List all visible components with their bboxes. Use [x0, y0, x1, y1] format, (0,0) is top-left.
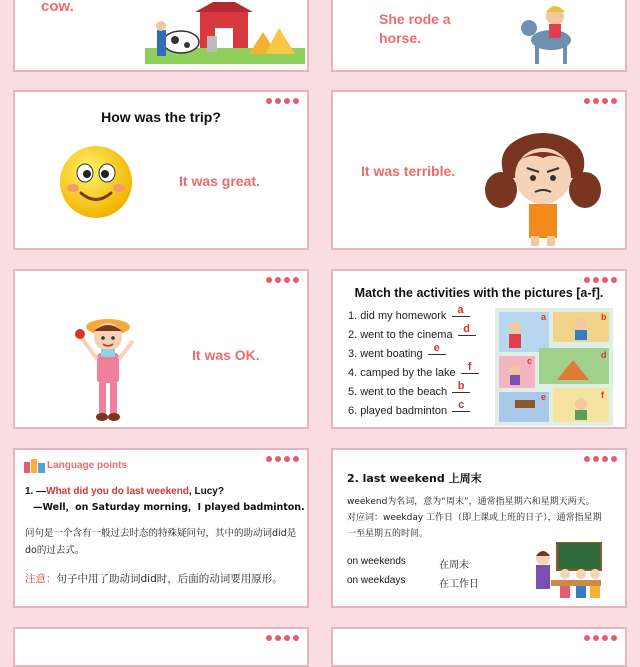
match-label: 6. played badminton	[348, 405, 448, 417]
match-answer[interactable]: a	[452, 304, 470, 317]
phrase-cn: 在周末	[439, 560, 469, 571]
slide-text-line2: horse.	[379, 30, 422, 46]
slide-great[interactable]	[13, 90, 309, 250]
svg-text:d: d	[601, 350, 607, 360]
svg-text:c: c	[527, 356, 533, 366]
question-highlight: What did you do last weekend	[46, 486, 189, 497]
note-line-1: 问句是一个含有一般过去时态的特殊疑问句，其中的助动词did是	[25, 528, 297, 539]
match-label: 2. went to the cinema	[348, 329, 453, 341]
match-item	[348, 380, 470, 399]
slide-title: Match the activities with the pictures [a-f].	[354, 286, 604, 300]
slide-cow[interactable]	[13, 0, 309, 72]
slide-text: It was terrible.	[361, 163, 456, 179]
slide-horse[interactable]	[331, 0, 627, 72]
slide-language-points[interactable]	[13, 448, 309, 608]
match-answer[interactable]: b	[452, 380, 470, 393]
note-line-2: do的过去式。	[25, 545, 85, 556]
slide-text: It was great.	[179, 173, 260, 189]
slide-text: It was OK.	[192, 347, 260, 363]
section-header: Language points	[47, 460, 127, 471]
explain-line-2: 对应词：weekday 工作日（即上课或上班的日子），通常指星期	[347, 513, 602, 523]
decor-dots	[584, 635, 617, 641]
decor-dots	[266, 98, 299, 104]
angry-girl-illustration	[485, 128, 601, 246]
match-answer[interactable]: f	[461, 361, 479, 374]
match-label: 1. did my homework	[348, 310, 447, 322]
decor-dots	[584, 98, 617, 104]
match-answer[interactable]: e	[428, 342, 446, 355]
decor-dots	[584, 277, 617, 283]
attention-label: 注意：	[25, 573, 57, 585]
phrase-cn: 在工作日	[439, 579, 479, 590]
decor-dots	[266, 635, 299, 641]
slide-text: cow.	[41, 0, 74, 15]
slide-match-activities[interactable]	[331, 269, 627, 429]
slide-ok[interactable]	[13, 269, 309, 429]
svg-text:a: a	[541, 312, 547, 322]
match-item	[348, 304, 470, 323]
explain-line-1: weekend为名词，意为“周末”，通常指星期六和星期天两天。	[347, 497, 595, 507]
question-suffix: , Lucy?	[188, 486, 224, 497]
slide-next-right[interactable]	[331, 627, 627, 667]
smiley-face-icon	[58, 144, 134, 220]
decor-dots	[266, 456, 299, 462]
activities-picture	[495, 308, 613, 426]
match-answer[interactable]: c	[452, 399, 470, 412]
svg-text:b: b	[601, 312, 607, 322]
match-item	[348, 361, 479, 380]
decor-dots	[584, 456, 617, 462]
slide-title: 2. last weekend 上周末	[347, 472, 482, 485]
slide-text-line1: She rode a	[379, 11, 451, 27]
attention-line	[25, 571, 283, 586]
svg-text:e: e	[541, 392, 547, 402]
slide-next-left[interactable]	[13, 627, 309, 667]
svg-text:f: f	[601, 390, 604, 400]
slide-last-weekend[interactable]	[331, 448, 627, 608]
phrase-en: on weekdays	[347, 575, 406, 586]
match-item	[348, 323, 476, 342]
slide-title: How was the trip?	[101, 109, 221, 125]
girl-apple-illustration	[73, 307, 143, 425]
attention-text: 句子中用了助动词did时，后面的动词要用原形。	[56, 573, 283, 585]
farm-illustration	[145, 2, 305, 64]
match-label: 4. camped by the lake	[348, 367, 456, 379]
question-prefix: 1. —	[25, 486, 47, 497]
decor-dots	[266, 277, 299, 283]
girl-horse-illustration	[513, 0, 593, 68]
answer-line: —Well，on Saturday morning，I played badminton.	[33, 502, 305, 513]
match-label: 3. went boating	[348, 348, 423, 360]
match-answer[interactable]: d	[458, 323, 476, 336]
phrase-en: on weekends	[347, 556, 406, 567]
explain-line-3: 一至星期五的时间。	[347, 529, 429, 539]
match-label: 5. went to the beach	[348, 386, 448, 398]
match-item	[348, 342, 446, 361]
books-icon	[24, 459, 46, 473]
question-line	[25, 486, 224, 497]
classroom-illustration	[529, 542, 603, 600]
match-item	[348, 399, 470, 418]
slide-terrible[interactable]	[331, 90, 627, 250]
